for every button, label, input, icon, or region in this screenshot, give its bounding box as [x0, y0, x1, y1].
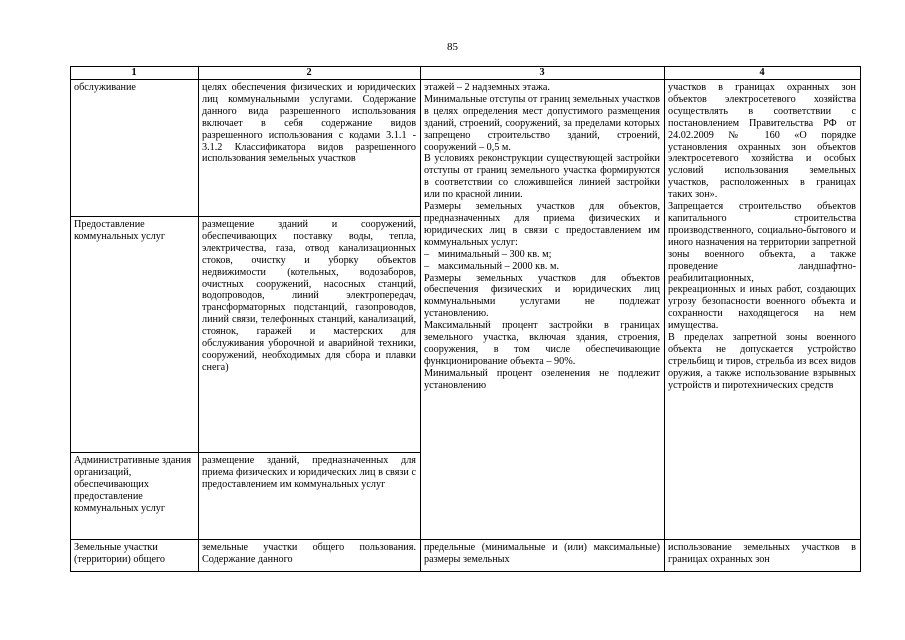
col3-list-item-1: [424, 249, 660, 261]
col1-cell-4: Земельные участки (территории) общего: [74, 542, 166, 565]
list-dash: –: [424, 248, 430, 260]
row-separator-3: [70, 539, 860, 540]
regulations-table: [70, 66, 860, 572]
col3-cell-main: [424, 82, 660, 538]
col4-paragraph-2: Запрещается строительство объектов капитального строительства производственного, социально-бытового и иного назначения на территории запретной зоны военного объекта, а также проведение ландшафтно-реабилитационных,: [668, 201, 856, 284]
header-col-3: 3: [539, 67, 545, 78]
table-border-right: [860, 66, 861, 572]
col4-paragraph-4: В пределах запретной зоны военного объекта не допускается устройство стрельбищ и тиров, стрельба из всех видов оружия, а также использование взрывных устройств и пиротехнических средств: [668, 332, 856, 391]
col2-cell-2: размещение зданий и сооружений, обеспечивающих поставку воды, тепла, электричества, газа, отвод канализационных стоков, очистку и уборку объектов недвижимости (котельных, водозаборов, очистных сооружений, насосных станций, водопроводов, линий электропередач, трансформаторных подстанций, газопроводов, линий связи, телефонных станций, канализаций, стоянок, гаражей и мастерских для обслуживания уборочной и аварийной техники, сооружений, необходимых для сбора и плавки снега): [202, 219, 416, 373]
col3-list-text-1: минимальный – 300 кв. м;: [438, 248, 552, 260]
header-col-4: 4: [759, 67, 765, 78]
col2-cell-3: размещение зданий, предназначенных для приема физических и юридических лиц в связи с предоставлением им коммунальных услуг: [202, 455, 416, 490]
col1-cell-3: Административные здания организаций, обеспечивающих предоставление коммунальных услуг: [74, 455, 192, 514]
col3-list-item-2: [424, 261, 660, 273]
list-dash: –: [424, 260, 430, 272]
table-border-bottom: [70, 571, 860, 572]
table-border-left: [70, 66, 71, 572]
col3-paragraph-2: Минимальные отступы от границ земельных участков в целях определения мест допустимого размещения зданий, строений, сооружений, за пределами которых запрещено строительство зданий, строений, сооружений – 0,5 м.: [424, 93, 660, 153]
header-separator: [70, 79, 860, 80]
col3-paragraph-6: Максимальный процент застройки в границах земельного участка, включая здания, строения, сооружения, в том числе обеспечивающие функционирование объекта – 90%.: [424, 320, 660, 367]
column-separator-1: [198, 66, 199, 572]
page-number: 85: [447, 41, 458, 53]
col4-paragraph-1: участков в границах охранных зон объектов электросетевого хозяйства осуществлять в соответствии с постановлением Правительства РФ от 24.02.2009 № 160 «О порядке установления охранных зон объектов электросетевого хозяйства и особых условий использования земельных участков, расположенных в границах таких зон».: [668, 82, 856, 201]
col3-paragraph-1: этажей – 2 надземных этажа.: [424, 82, 550, 93]
col1-cell-2: Предоставление коммунальных услуг: [74, 219, 166, 242]
column-separator-3: [664, 66, 665, 572]
col3-paragraph-3: В условиях реконструкции существующей застройки отступы от границ земельного участка формируются в соответствии со сложившейся линией застройки или по красной линии.: [424, 153, 660, 201]
col1-cell-1: обслуживание: [74, 82, 136, 93]
column-separator-2: [420, 66, 421, 572]
col2-cell-1: целях обеспечения физических и юридических лиц коммунальными услугами. Содержание данного вида разрешенного использования включает в себя содержание видов разрешенного использования с кодами 3.1.1 - 3.1.2 Классификатора видов разрешенного использования земельных участков: [202, 82, 416, 165]
col3-paragraph-4: Размеры земельных участков для объектов, предназначенных для приема физических и юридических лиц в связи с предоставлением им коммунальных услуг:: [424, 201, 660, 248]
col4-paragraph-3: рекреационных и иных работ, создающих угрозу безопасности военного объекта и сохранности находящегося на нем имущества.: [668, 284, 856, 332]
col3-list-text-2: максимальный – 2000 кв. м.: [438, 260, 559, 272]
col3-cell-last: предельные (минимальные и (или) максимальные) размеры земельных: [424, 542, 660, 565]
header-col-2: 2: [306, 67, 312, 78]
row-separator-1: [70, 216, 420, 217]
row-separator-2: [70, 452, 420, 453]
col4-cell-last: использование земельных участков в границах охранных зон: [668, 542, 856, 565]
col3-paragraph-5: Размеры земельных участков для объектов обеспечения физических и юридических лиц коммунальными услугами не подлежат установлению.: [424, 272, 660, 320]
col4-cell-main: [668, 82, 856, 538]
header-col-1: 1: [131, 67, 137, 78]
col2-cell-4: земельные участки общего пользования. Содержание данного: [202, 542, 416, 565]
col3-paragraph-7: Минимальный процент озеленения не подлежит установлению: [424, 367, 660, 391]
